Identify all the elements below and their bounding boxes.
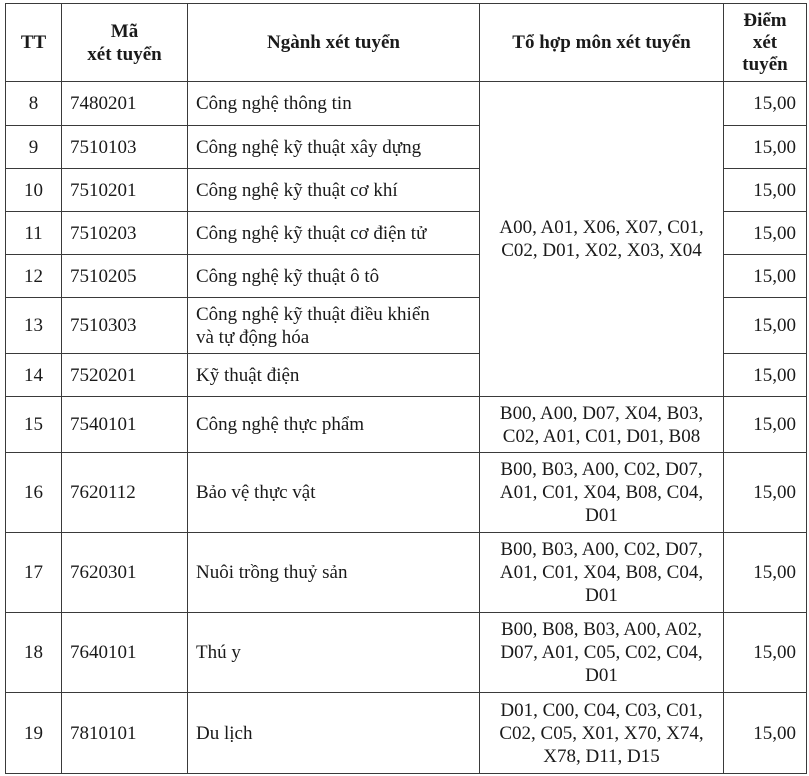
row-score: 15,00 <box>724 693 807 774</box>
row-tt: 17 <box>6 533 62 613</box>
row-score: 15,00 <box>724 169 807 212</box>
row-code: 7510103 <box>62 126 188 169</box>
row-code: 7520201 <box>62 354 188 397</box>
row-code: 7480201 <box>62 82 188 126</box>
row-tt: 16 <box>6 453 62 533</box>
row-score: 15,00 <box>724 533 807 613</box>
row-combo: B00, B03, A00, C02, D07, A01, C01, X04, B08, C04, D01 <box>480 533 724 613</box>
table-row <box>6 693 807 774</box>
row-combo: B00, B03, A00, C02, D07, A01, C01, X04, B08, C04, D01 <box>480 453 724 533</box>
row-tt: 13 <box>6 298 62 354</box>
row-score: 15,00 <box>724 354 807 397</box>
row-tt: 18 <box>6 613 62 693</box>
row-tt: 15 <box>6 397 62 453</box>
row-major: Công nghệ kỹ thuật điều khiển và tự động hóa <box>188 298 480 354</box>
table-row <box>6 613 807 693</box>
row-code: 7620301 <box>62 533 188 613</box>
row-code: 7810101 <box>62 693 188 774</box>
row-tt: 10 <box>6 169 62 212</box>
row-code: 7510303 <box>62 298 188 354</box>
row-major: Công nghệ thông tin <box>188 82 480 126</box>
table-row <box>6 397 807 453</box>
row-major: Công nghệ kỹ thuật xây dựng <box>188 126 480 169</box>
row-tt: 14 <box>6 354 62 397</box>
row-major: Công nghệ kỹ thuật cơ điện tử <box>188 212 480 255</box>
header-score: Điểm xét tuyển <box>724 4 807 82</box>
header-code: Mã xét tuyển <box>62 4 188 82</box>
row-tt: 11 <box>6 212 62 255</box>
admission-table <box>5 3 807 774</box>
row-code: 7620112 <box>62 453 188 533</box>
row-score: 15,00 <box>724 212 807 255</box>
table-row <box>6 533 807 613</box>
row-combo: B00, A00, D07, X04, B03, C02, A01, C01, D01, B08 <box>480 397 724 453</box>
row-code: 7510201 <box>62 169 188 212</box>
row-tt: 8 <box>6 82 62 126</box>
row-major: Nuôi trồng thuỷ sản <box>188 533 480 613</box>
row-code: 7540101 <box>62 397 188 453</box>
table-row <box>6 82 807 126</box>
header-major: Ngành xét tuyển <box>188 4 480 82</box>
row-code: 7640101 <box>62 613 188 693</box>
header-combo: Tổ hợp môn xét tuyển <box>480 4 724 82</box>
table-row <box>6 453 807 533</box>
row-combo: D01, C00, C04, C03, C01, C02, C05, X01, X70, X74, X78, D11, D15 <box>480 693 724 774</box>
row-tt: 12 <box>6 255 62 298</box>
row-major: Thú y <box>188 613 480 693</box>
header-tt: TT <box>6 4 62 82</box>
row-major: Kỹ thuật điện <box>188 354 480 397</box>
row-score: 15,00 <box>724 397 807 453</box>
shared-combo-cell: A00, A01, X06, X07, C01, C02, D01, X02, X03, X04 <box>480 82 724 397</box>
row-score: 15,00 <box>724 298 807 354</box>
row-score: 15,00 <box>724 255 807 298</box>
row-code: 7510205 <box>62 255 188 298</box>
row-tt: 19 <box>6 693 62 774</box>
row-major: Công nghệ kỹ thuật cơ khí <box>188 169 480 212</box>
row-combo: B00, B08, B03, A00, A02, D07, A01, C05, C02, C04, D01 <box>480 613 724 693</box>
row-major: Du lịch <box>188 693 480 774</box>
row-code: 7510203 <box>62 212 188 255</box>
row-major: Công nghệ thực phẩm <box>188 397 480 453</box>
row-score: 15,00 <box>724 613 807 693</box>
row-tt: 9 <box>6 126 62 169</box>
row-score: 15,00 <box>724 126 807 169</box>
row-score: 15,00 <box>724 82 807 126</box>
row-major: Công nghệ kỹ thuật ô tô <box>188 255 480 298</box>
row-major: Bảo vệ thực vật <box>188 453 480 533</box>
header-row <box>6 4 807 82</box>
row-score: 15,00 <box>724 453 807 533</box>
